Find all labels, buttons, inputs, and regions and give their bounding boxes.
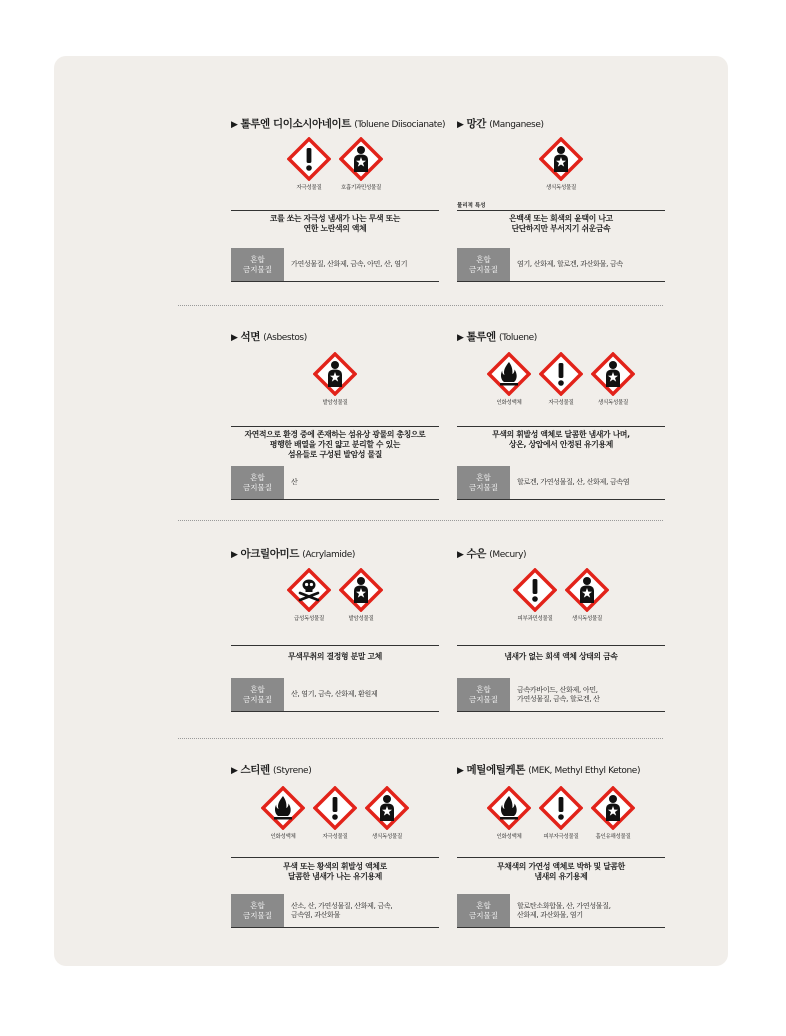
substance-description: 무색무취의 결정형 분말 고체 [287, 652, 383, 661]
incompatible-tag-label: 혼합 금지물질 [469, 255, 498, 274]
substance-name-en: (Toluene) [499, 333, 537, 343]
substance-name-en: (Mecury) [489, 550, 527, 560]
ghs-pictogram [312, 786, 358, 840]
ghs-pictograms [457, 352, 665, 406]
substance-name: 망간 [466, 118, 487, 130]
ghs-pictograms [231, 568, 439, 622]
incompatible-substances: 가연성물질, 산화제, 금속, 아민, 산, 염기 [291, 260, 408, 269]
triangle-bullet-icon: ▶ [231, 766, 238, 776]
exclamation-icon [513, 568, 557, 612]
incompatible-box [231, 466, 439, 500]
ghs-pictogram [486, 352, 532, 406]
ghs-pictogram [338, 137, 384, 191]
triangle-bullet-icon: ▶ [457, 766, 464, 776]
pictogram-label: 인화성액체 [270, 834, 296, 840]
triangle-bullet-icon: ▶ [231, 120, 238, 130]
incompatible-substances: 금속카바이드, 산화제, 아민, 가연성물질, 금속, 할로겐, 산 [517, 685, 600, 703]
pictogram-label: 자극성물질 [296, 185, 322, 191]
triangle-bullet-icon: ▶ [231, 333, 238, 343]
substance-name: 아크릴아미드 [240, 548, 299, 560]
substance-title [231, 329, 471, 344]
exclamation-icon [539, 786, 583, 830]
incompatible-substances: 할로탄소화합물, 산, 가연성물질, 산화제, 과산화물, 염기 [517, 901, 611, 919]
box-bottom-line [457, 499, 665, 500]
box-bottom-line [231, 281, 439, 282]
incompatible-tag [231, 466, 284, 500]
pictogram-label: 발암성물질 [322, 400, 348, 406]
substance-description: 코를 쏘는 자극성 냄새가 나는 무색 또는 연한 노란색의 액체 [269, 214, 401, 233]
substance-title [457, 762, 697, 777]
incompatible-substances: 산 [291, 478, 298, 487]
pictogram-label: 생식독성물질 [597, 400, 629, 406]
exclamation-icon [287, 137, 331, 181]
substance-name-en: (Styrene) [273, 766, 312, 776]
pictogram-label: 급성독성물질 [293, 616, 325, 622]
divider-line [457, 645, 665, 646]
substance-name-en: (MEK, Methyl Ethyl Ketone) [528, 766, 641, 776]
incompatible-tag-label: 혼합 금지물질 [243, 473, 272, 492]
incompatible-box [457, 466, 665, 500]
box-bottom-line [231, 499, 439, 500]
ghs-pictogram [286, 137, 332, 191]
incompatible-tag [457, 894, 510, 928]
substance-name: 수은 [466, 548, 487, 560]
section-divider [178, 520, 663, 521]
ghs-pictogram [564, 568, 610, 622]
ghs-pictogram [364, 786, 410, 840]
ghs-pictogram [512, 568, 558, 622]
health-hazard-icon [565, 568, 609, 612]
substance-title [457, 546, 697, 561]
pictogram-label: 생식독성물질 [371, 834, 403, 840]
box-bottom-line [231, 927, 439, 928]
substance-name-en: (Toluene Diisocianate) [354, 120, 446, 130]
ghs-pictogram [338, 568, 384, 622]
incompatible-substances: 산소, 산, 가연성물질, 산화제, 금속, 금속염, 과산화물 [291, 901, 393, 919]
substance-description: 무색의 휘발성 액체로 달콤한 냄새가 나며, 상온, 상압에서 안정된 유기용제 [492, 430, 630, 449]
flame-icon [487, 786, 531, 830]
substance-description: 자연적으로 환경 중에 존재하는 섬유상 광물의 총칭으로 평행한 배열을 가진 얇고 분리할 수 있는 섬유들로 구성된 발암성 물질 [244, 430, 426, 459]
ghs-pictograms [457, 137, 665, 191]
incompatible-tag-label: 혼합 금지물질 [469, 901, 498, 920]
health-hazard-icon [539, 137, 583, 181]
divider-line [457, 857, 665, 858]
incompatible-tag [457, 678, 510, 712]
ghs-pictograms [231, 786, 439, 840]
divider-line [231, 426, 439, 427]
substance-name: 석면 [240, 331, 261, 343]
substance-name-en: (Asbestos) [263, 333, 307, 343]
pictogram-label: 발암성물질 [348, 616, 374, 622]
pictogram-label: 피부과민성물질 [517, 616, 553, 622]
substance-title [231, 762, 471, 777]
box-bottom-line [457, 927, 665, 928]
incompatible-box [231, 678, 439, 712]
incompatible-tag-label: 혼합 금지물질 [469, 685, 498, 704]
health-hazard-icon [591, 786, 635, 830]
incompatible-substances: 염기, 산화제, 할로겐, 과산화물, 금속 [517, 260, 623, 269]
substance-title [457, 116, 697, 131]
divider-line [231, 210, 439, 211]
incompatible-tag-label: 혼합 금지물질 [243, 901, 272, 920]
ghs-pictogram [590, 352, 636, 406]
ghs-pictogram [538, 786, 584, 840]
pictogram-label: 생식독성물질 [571, 616, 603, 622]
exclamation-icon [313, 786, 357, 830]
substance-description: 은백색 또는 회색의 윤택이 나고 단단하지만 부서지기 쉬운금속 [509, 214, 613, 233]
incompatible-tag-label: 혼합 금지물질 [469, 473, 498, 492]
incompatible-substances: 산, 염기, 금속, 산화제, 환원제 [291, 690, 378, 699]
incompatible-tag [231, 248, 284, 282]
ghs-pictogram [286, 568, 332, 622]
ghs-pictogram [486, 786, 532, 840]
incompatible-box [231, 248, 439, 282]
ghs-pictogram [538, 137, 584, 191]
substance-name: 스티렌 [240, 764, 270, 776]
substance-name-en: (Manganese) [489, 120, 544, 130]
ghs-pictograms [231, 137, 439, 191]
incompatible-tag-label: 혼합 금지물질 [243, 685, 272, 704]
box-bottom-line [231, 711, 439, 712]
incompatible-tag-label: 혼합 금지물질 [243, 255, 272, 274]
substance-name: 톨루엔 [466, 331, 496, 343]
substance-title [457, 329, 697, 344]
incompatible-tag [457, 248, 510, 282]
substance-description: 무채색의 가연성 액체로 박하 및 달콤한 냄새의 유기용제 [497, 862, 625, 881]
box-bottom-line [457, 281, 665, 282]
incompatible-tag [457, 466, 510, 500]
pictogram-label: 인화성액체 [496, 400, 522, 406]
triangle-bullet-icon: ▶ [457, 333, 464, 343]
ghs-pictograms [457, 786, 665, 840]
ghs-pictogram [312, 352, 358, 406]
incompatible-box [457, 248, 665, 282]
physical-property-label: 물리적 특성 [457, 203, 486, 209]
substance-name-en: (Acrylamide) [302, 550, 355, 560]
health-hazard-icon [591, 352, 635, 396]
incompatible-tag [231, 678, 284, 712]
ghs-pictograms [231, 352, 439, 406]
incompatible-box [457, 678, 665, 712]
substance-title [231, 546, 471, 561]
divider-line [457, 426, 665, 427]
health-hazard-icon [339, 568, 383, 612]
section-divider [178, 305, 663, 306]
box-bottom-line [457, 711, 665, 712]
incompatible-substances: 할로겐, 가연성물질, 산, 산화제, 금속염 [517, 478, 630, 487]
triangle-bullet-icon: ▶ [457, 120, 464, 130]
triangle-bullet-icon: ▶ [457, 550, 464, 560]
incompatible-box [231, 894, 439, 928]
incompatible-box [457, 894, 665, 928]
pictogram-label: 생식독성물질 [545, 185, 577, 191]
section-divider [178, 738, 663, 739]
health-hazard-icon [313, 352, 357, 396]
flame-icon [261, 786, 305, 830]
pictogram-label: 자극성물질 [322, 834, 348, 840]
substance-description: 무색 또는 황색의 휘발성 액체로 달콤한 냄새가 나는 유기용제 [283, 862, 387, 881]
substance-name: 메틸에틸케톤 [466, 764, 525, 776]
substance-title [231, 116, 471, 131]
pictogram-label: 호흡기과민성물질 [340, 185, 382, 191]
divider-line [231, 857, 439, 858]
triangle-bullet-icon: ▶ [231, 550, 238, 560]
substance-description: 냄새가 없는 회색 액체 상태의 금속 [504, 652, 618, 661]
pictogram-label: 인화성액체 [496, 834, 522, 840]
pictogram-label: 자극성물질 [548, 400, 574, 406]
ghs-pictogram [260, 786, 306, 840]
flame-icon [487, 352, 531, 396]
incompatible-tag [231, 894, 284, 928]
divider-line [231, 645, 439, 646]
substance-name: 톨루엔 디이소시아네이트 [240, 118, 351, 130]
divider-line [457, 210, 665, 211]
ghs-pictogram [538, 352, 584, 406]
pictogram-label: 피부자극성물질 [543, 834, 579, 840]
exclamation-icon [539, 352, 583, 396]
pictogram-label: 흡인유해성물질 [595, 834, 631, 840]
health-hazard-icon [339, 137, 383, 181]
ghs-pictogram [590, 786, 636, 840]
health-hazard-icon [365, 786, 409, 830]
ghs-pictograms [457, 568, 665, 622]
skull-icon [287, 568, 331, 612]
